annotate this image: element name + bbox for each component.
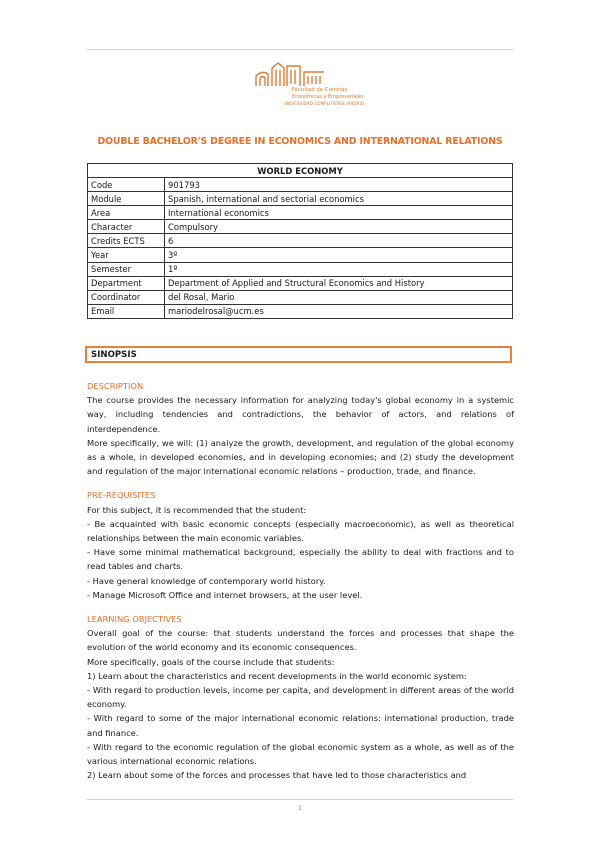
list-item: - Be acquainted with basic economic concepts (especially macroeconomic), as well as theoretical relationships between the main economic variables. (87, 518, 514, 544)
logo-text-line2: Económicas y Empresariales (292, 94, 364, 100)
row-key: Module (88, 192, 165, 206)
course-info-table (87, 163, 513, 319)
row-value: mariodelrosal@ucm.es (165, 304, 513, 318)
table-row (88, 290, 513, 304)
sinopsis-section-box (85, 346, 512, 363)
table-row (88, 276, 513, 290)
row-value: 3º (165, 248, 513, 262)
table-row (88, 262, 513, 276)
row-value: 901793 (165, 178, 513, 192)
table-row (88, 234, 513, 248)
row-value: International economics (165, 206, 513, 220)
table-header: WORLD ECONOMY (88, 164, 513, 178)
description-paragraph: The course provides the necessary information for analyzing today's global economy in a systemic way, including tendencies and contradictions, the behavior of actors, and relations of interdependence. (87, 395, 514, 434)
row-key: Credits ECTS (88, 234, 165, 248)
objectives-paragraph: - With regard to the economic regulation of the global economic system as a whole, as well as of the various international economic relations. (87, 741, 514, 767)
row-value: Spanish, international and sectorial economics (165, 192, 513, 206)
table-row (88, 178, 513, 192)
table-row (88, 248, 513, 262)
row-value: Department of Applied and Structural Economics and History (165, 276, 513, 290)
table-row (88, 192, 513, 206)
footer-rule (87, 799, 513, 800)
list-item: - Have some minimal mathematical background, especially the ability to deal with fractions and to read tables and charts. (87, 547, 514, 572)
objectives-paragraph: - With regard to production levels, income per capita, and development in different areas of the world economy. (87, 685, 514, 710)
logo-text-line3: UNIVERSIDAD COMPLUTENSE MADRID (284, 101, 364, 106)
list-item: - Have general knowledge of contemporary world history. (87, 575, 326, 586)
description-paragraph: More specifically, we will: (1) analyze the growth, development, and regulation of the global economy as a whole, in developed economies, and in developing economies; and (2) study the development and regulation of the major international economic relations – production, trade, and finance. (87, 437, 514, 477)
row-key: Area (88, 206, 165, 220)
objectives-paragraph: - With regard to some of the major international economic relations: international production, trade and finance. (87, 713, 514, 738)
prerequisites-intro: For this subject, it is recommended that the student: (87, 504, 307, 515)
row-key: Department (88, 276, 165, 290)
table-row (88, 206, 513, 220)
page-number: 1 (297, 804, 303, 812)
row-key: Code (88, 178, 165, 192)
sinopsis-title: SINOPSIS (91, 350, 137, 360)
row-key: Year (88, 248, 165, 262)
table-row (88, 220, 513, 234)
row-key: Character (88, 220, 165, 234)
objectives-paragraph: Overall goal of the course: that students understand the forces and processes that shape the evolution of the world economy and its economic consequences. (87, 628, 514, 653)
row-key: Semester (88, 262, 165, 276)
objectives-paragraph: More specifically, goals of the course include that students: (87, 656, 335, 667)
objectives-paragraph: 1) Learn about the characteristics and recent developments in the world economic system: (87, 670, 467, 681)
header-rule (87, 49, 513, 50)
objectives-paragraph: 2) Learn about some of the forces and processes that have led to those characteristics and (87, 770, 467, 781)
row-key: Coordinator (88, 290, 165, 304)
objectives-heading: LEARNING OBJECTIVES (87, 614, 182, 625)
list-item: - Manage Microsoft Office and internet browsers, at the user level. (87, 589, 363, 600)
degree-title: DOUBLE BACHELOR'S DEGREE IN ECONOMICS AND INTERNATIONAL RELATIONS (97, 136, 503, 147)
row-value: del Rosal, Mario (165, 290, 513, 304)
description-heading: DESCRIPTION (87, 381, 144, 391)
table-row (88, 304, 513, 318)
syllabus-content (87, 379, 514, 782)
row-key: Email (88, 304, 165, 318)
row-value: 1º (165, 262, 513, 276)
row-value: Compulsory (165, 220, 513, 234)
logo-text-line1: Facultad de Ciencias (292, 87, 348, 93)
row-value: 6 (165, 234, 513, 248)
prerequisites-heading: PRE-REQUISITES (87, 490, 156, 501)
